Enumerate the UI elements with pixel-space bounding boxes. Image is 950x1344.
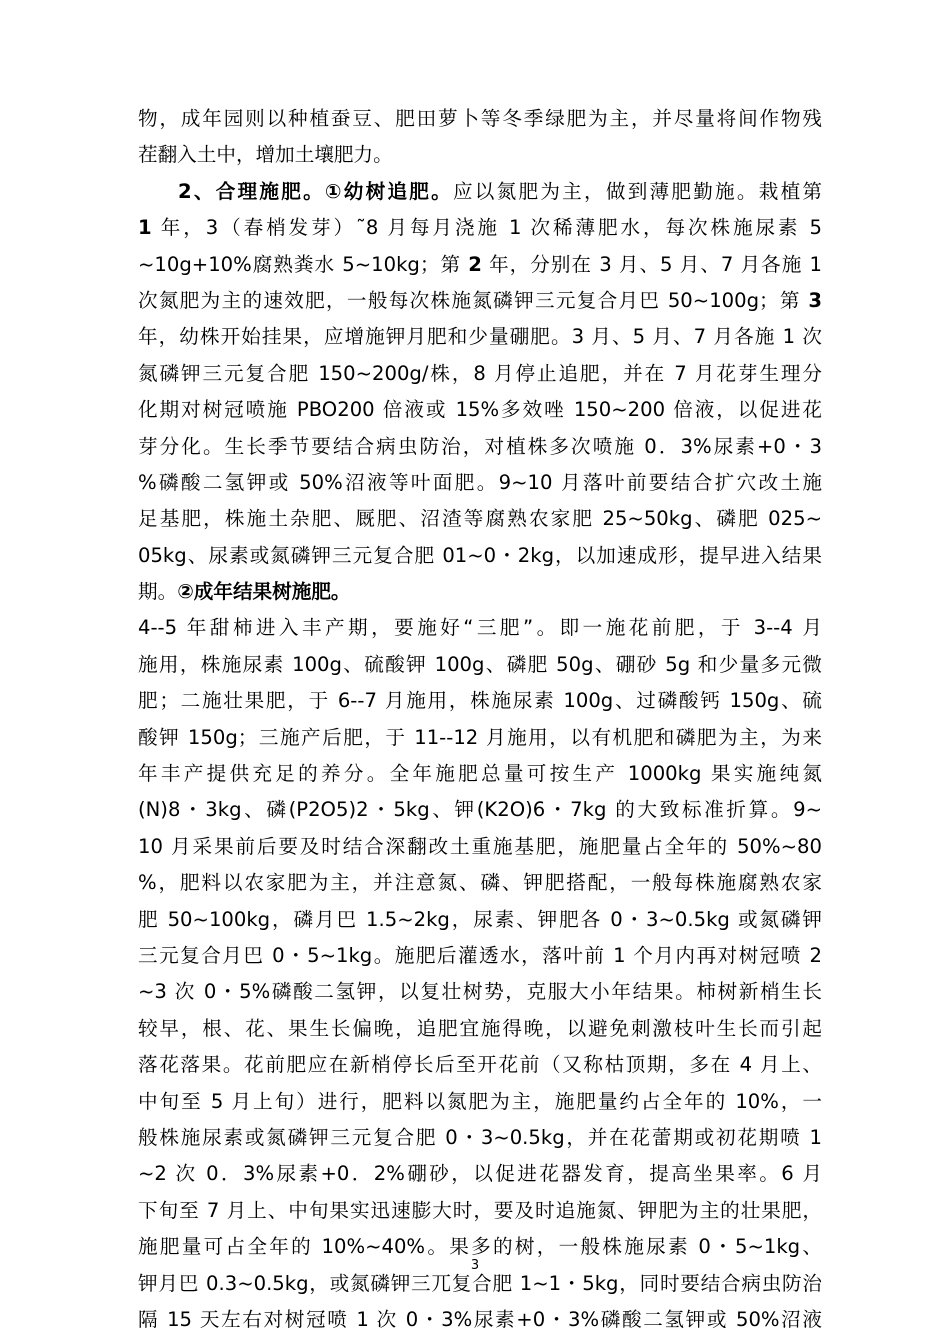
text-run: %，肥料以农家肥为主，并注意氮、磷、钾肥搭配，一般每株施腐熟农家 [138,871,822,895]
text-line [138,283,822,319]
text-run: ~2 次 0．3%尿素+0．2%硼砂，以促进花器发育，提高坐果率。6 月 [138,1162,822,1186]
text-line [138,101,822,137]
text-run: 中旬至 5 月上旬）进行，肥料以氮肥为主，施肥量约占全年的 10%，一 [138,1089,822,1113]
text-run: 施肥量可占全年的 10%~40%。果多的树，一般株施尿素 0・5~1kg、 [138,1235,822,1259]
text-run: 年，3（春梢发芽）˜8 月每月浇施 1 次稀薄肥水，每次株施尿素 5 [151,216,822,240]
text-run: 肥；二施壮果肥，于 6--7 月施用，株施尿素 100g、过磷酸钙 150g、硫 [138,689,822,713]
text-line [138,683,822,719]
text-line [138,356,822,392]
text-run: 次氮肥为主的速效肥，一般每次株施氮磷钾三元复合月巴 50~100g；第 [138,288,809,312]
bold-text-run: 1 [138,216,152,240]
text-line [138,974,822,1010]
text-run: 应以氮肥为主，做到薄肥勤施。栽植第 [452,179,823,203]
text-line [138,429,822,465]
text-line [138,538,822,574]
text-line [138,610,822,646]
page-number: 3 [470,1258,480,1273]
text-run: 钾月巴 0.3~0.5kg，或氮磷钾三兀复合肥 1~1・5kg，同时要结合病虫防治 [138,1271,822,1295]
text-run: 较早，根、花、果生长偏晚，追肥宜施得晚，以避免刺激枝叶生长而引起 [138,1016,822,1040]
text-line [138,501,822,537]
text-run: 4--5 年甜柿进入丰产期，要施好“三肥”。即一施花前肥，于 3--4 月 [138,616,822,640]
text-line [138,1120,822,1156]
text-line [138,865,822,901]
text-line [138,174,822,210]
text-run: 年，分别在 3 月、5 月、7 月各施 1 [481,252,822,276]
text-run: 肥 50~100kg，磷月巴 1.5~2kg，尿素、钾肥各 0・3~0.5kg 或氮磷钾 [138,907,822,931]
text-line [138,902,822,938]
bold-text-run: ②成年结果树施肥。 [177,580,351,604]
text-line [138,574,822,610]
bold-text-run: 3 [808,288,822,312]
text-run: 05kg、尿素或氮磷钾三元复合肥 01~0・2kg，以加速成形，提早进入结果 [138,543,822,567]
text-line [138,647,822,683]
text-line [138,210,822,246]
text-line [138,792,822,828]
text-run: 施用，株施尿素 100g、硫酸钾 100g、磷肥 50g、硼砂 5g 和少量多元微 [138,652,822,676]
body-text [138,101,822,1338]
text-run: 年，幼株开始挂果，应增施钾月肥和少量硼肥。3 月、5 月、7 月各施 1 次 [138,325,822,349]
text-run: 足基肥，株施土杂肥、厩肥、沼渣等腐熟农家肥 25~50kg、磷肥 025~ [138,507,822,531]
text-run: 隔 15 天左右对树冠喷 1 次 0・3%尿素+0・3%磷酸二氢钾或 50%沼液 [138,1307,822,1331]
text-run: 芽分化。生长季节要结合病虫防治，对植株多次喷施 0．3%尿素+0・3 [138,434,822,458]
text-line [138,938,822,974]
text-line [138,1193,822,1229]
text-line [138,1047,822,1083]
text-line [138,137,822,173]
text-run: ~3 次 0・5%磷酸二氢钾，以复壮树势，克服大小年结果。柿树新梢生长 [138,980,822,1004]
text-run: 茬翻入土中，增加土壤肥力。 [138,143,393,167]
text-run: (N)8・3kg、磷(P2O5)2・5kg、钾(K2O)6・7kg 的大致标准折算。9~ [138,798,822,822]
text-line [138,829,822,865]
text-line [138,756,822,792]
text-line [138,1156,822,1192]
text-run: 年丰产提供充足的养分。全年施肥总量可按生产 1000kg 果实施纯氮 [138,762,822,786]
text-run: %磷酸二氢钾或 50%沼液等叶面肥。9~10 月落叶前要结合扩穴改土施 [138,470,822,494]
text-run: 物，成年园则以种植蚕豆、肥田萝卜等冬季绿肥为主，并尽量将间作物残 [138,107,822,130]
bold-text-run: ①幼树追肥。 [324,179,453,203]
text-run: ~10g+10%腐熟粪水 5~10kg；第 [138,252,469,276]
text-run: 10 月采果前后要及时结合深翻改土重施基肥，施肥量占全年的 50%~80 [138,834,822,858]
text-run: 落花落果。花前肥应在新梢停长后至开花前（又称枯顶期，多在 4 月上、 [138,1053,822,1077]
text-run: 期。 [138,580,178,604]
text-line [138,319,822,355]
text-run: 般株施尿素或氮磷钾三元复合肥 0・3~0.5kg，并在花蕾期或初花期喷 1 [138,1125,822,1149]
text-line [138,1084,822,1120]
text-run: 下旬至 7 月上、中旬果实迅速膨大时，要及时追施氮、钾肥为主的壮果肥， [138,1198,822,1222]
text-run: 化期对树冠喷施 PBO200 倍液或 15%多效唑 150~200 倍液，以促进花 [138,398,822,422]
text-line [138,720,822,756]
text-run: 氮磷钾三元复合肥 150~200g/株，8 月停止追肥，并在 7 月花芽生理分 [138,361,822,385]
text-run: 三元复合月巴 0・5~1kg。施肥后灌透水，落叶前 1 个月内再对树冠喷 2 [138,943,822,967]
text-line [138,1011,822,1047]
bold-text-run: 2 [468,252,482,276]
text-line [138,392,822,428]
text-line [138,247,822,283]
bold-text-run: 2、合理施肥。 [178,179,325,203]
text-run: 酸钾 150g；三施产后肥，于 11--12 月施用，以有机肥和磷肥为主，为来 [138,725,822,749]
text-line [138,1302,822,1338]
text-line [138,465,822,501]
